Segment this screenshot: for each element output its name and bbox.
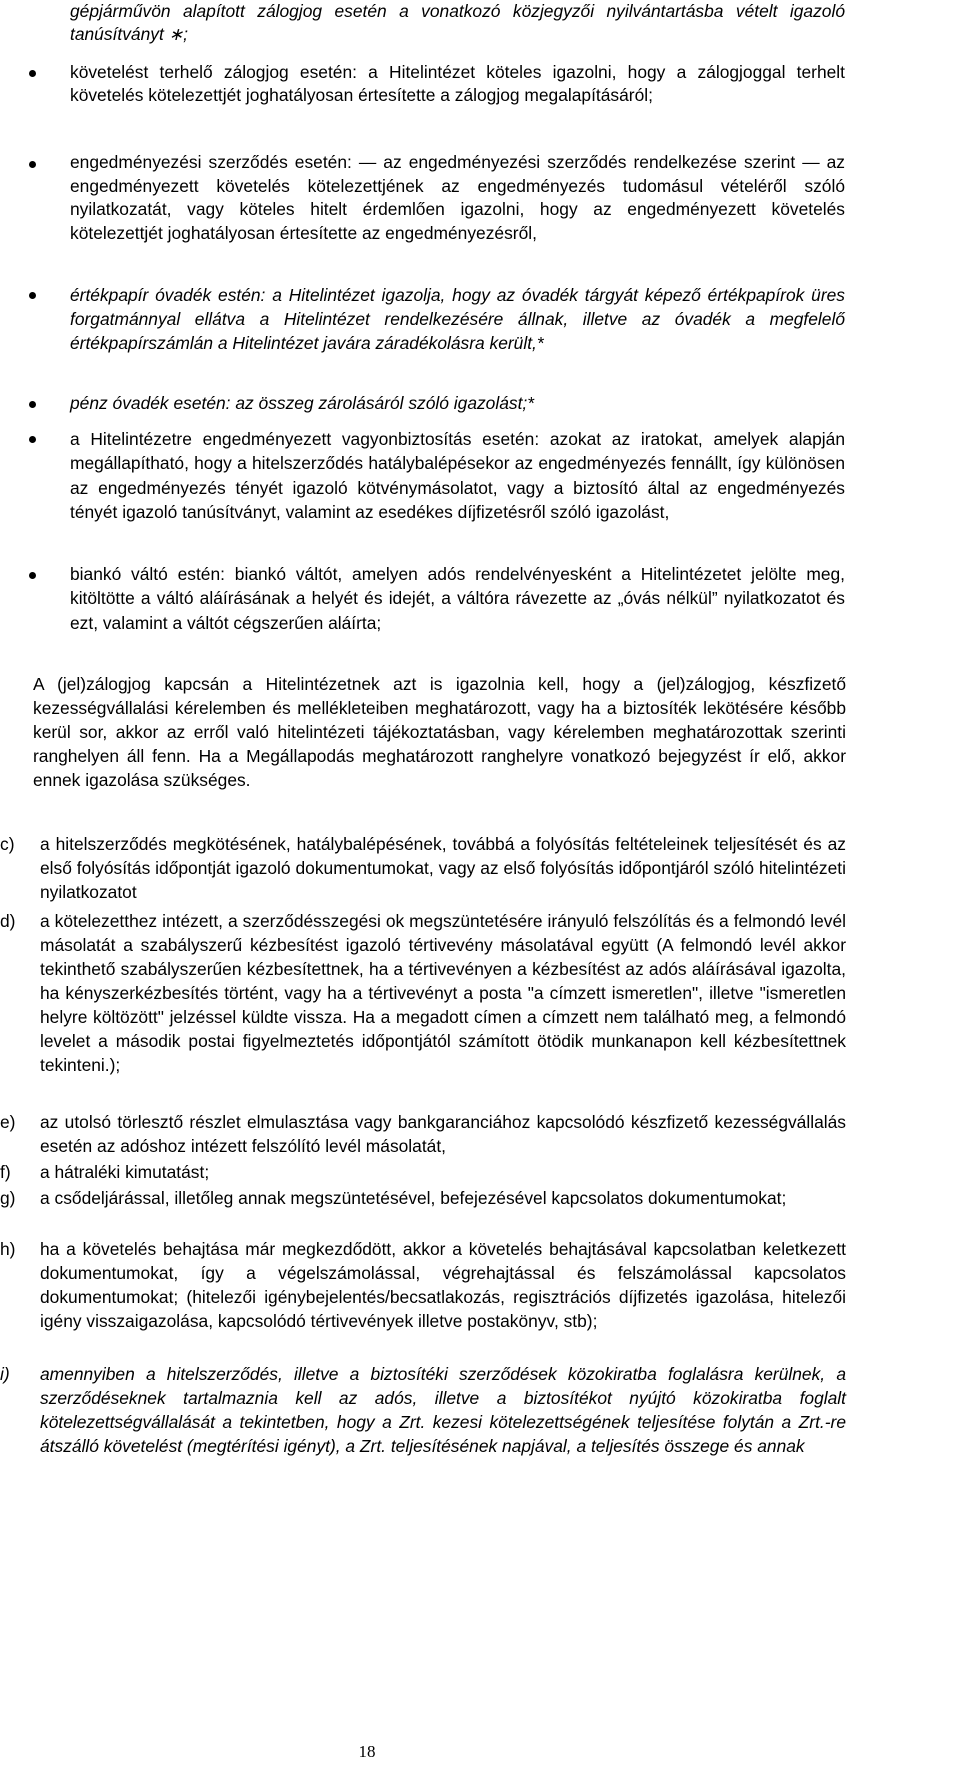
list-item-text: az utolsó törlesztő részlet elmulasztása vagy bankgaranciához kapcsolódó készfizető kezességvállalás esetén az adóshoz intézett felszólító levél másolatát, [40, 1112, 846, 1156]
list-item-text: a hátraléki kimutatást; [40, 1162, 210, 1182]
bullet-icon [26, 158, 38, 170]
list-item-text: a hitelszerződés megkötésének, hatálybalépésének, továbbá a folyósítás feltételeinek teljesítését és az első folyósítás időpontját igazoló dokumentumokat, vagy az első folyósítás időpontjáról szóló hitelintézeti nyilatkozatot [40, 834, 846, 902]
bullet-icon [26, 67, 38, 79]
list-item-text: a csődeljárással, illetőleg annak megszüntetésével, befejezésével kapcsolatos dokumentumokat; [40, 1188, 787, 1208]
list-item-text: a kötelezetthez intézett, a szerződésszegési ok megszüntetésére irányuló felszólítás és a felmondó levél másolatát a szabályszerű kézbesítést igazoló tértivevény másolatával együtt (A felmondó levél akkor tekinthető szabályszerűen kézbesítettnek, ha a tértivevényen a kézbesítést az adós aláírásával igazolta, ha kényszerkézbesítés történt, vagy ha a tértivevényt a posta "a címzett ismeretlen", illetve "ismeretlen helyre költözött" jelzéssel küldte vissza. Ha a megadott címen a címzett nem található meg, a felmondó levelet a második postai figyelmeztetés időpontjától számított ötödik munkanapon kell kézbesítettnek tekinteni.); [40, 911, 846, 1075]
bullet-item-receivable-pledge [70, 61, 845, 107]
list-item-text: amennyiben a hitelszerződés, illetve a biztosítéki szerződések közokiratba foglalásra kerülnek, a szerződéseknek tartalmaznia kell az adós, illetve a biztosítékot nyújtó közokiratba foglalt kötelezettségvállalását a tekintetben, hogy a Zrt. kezesi kötelezettségének teljesítése folytán a Zrt.-re átszálló követelést (megtérítési igényt), a Zrt. teljesítésének napjával, a teljesítés összege és annak [40, 1364, 846, 1456]
list-item-text: ha a követelés behajtása már megkezdődött, akkor a követelés behajtásával kapcsolatban keletkezett dokumentumokat, így a végelszámolással, végrehajtással és felszámolással kapcsolatos dokumentumokat; (hitelezői igénybejelentés/becsatlakozás, regisztrációs díjfizetés igazolása, hitelezői igény visszaigazolása, kapcsolódó tértivevények illetve postakönyv, stb); [40, 1239, 846, 1331]
bullet-text: engedményezési szerződés esetén: — az engedményezési szerződés rendelkezése szerint — az engedményezett követelés kötelezettjének az engedményezés tudomásul vételéről szóló nyilatkozatát, vagy köteles hitelt érdemlően igazolni, hogy az engedményezett követelés kötelezettjét joghatályosan értesítette az engedményezésről, [70, 152, 845, 243]
list-item-label: d) [0, 911, 16, 931]
list-item-label: c) [0, 834, 15, 854]
list-item-label: h) [0, 1239, 16, 1259]
bullet-item-blank-bill [70, 562, 845, 635]
bullet-item-assignment [70, 151, 845, 245]
bullet-icon [26, 398, 38, 410]
list-item-f [0, 1160, 846, 1184]
list-item-label: i) [0, 1364, 10, 1384]
bullet-text: értékpapír óvadék estén: a Hitelintézet igazolja, hogy az óvadék tárgyát képező értékpapírok üres forgatmánnyal ellátva a Hitelintézet rendelkezésére állnak, illetve az óvadék a megfelelő értékpapírszámlán a Hitelintézet javára záradékolásra került,* [70, 285, 845, 353]
bullet-text: biankó váltó estén: biankó váltót, amelyen adós rendelvényesként a Hitelintézetet jelölte meg, kitöltötte a váltó aláírásának a helyét és idejét, a váltóra rávezette az „óvás nélkül” nyilatkozatot és ezt, valamint a váltót cégszerűen aláírta; [70, 564, 845, 633]
bullet-item-vehicle-pledge [70, 0, 845, 46]
list-item-g [0, 1186, 846, 1210]
bullet-item-cash-collateral [70, 392, 845, 415]
bullet-text: követelést terhelő zálogjog esetén: a Hitelintézet köteles igazolni, hogy a zálogjoggal terhelt követelés kötelezettjét joghatályosan értesítette a zálogjog megalapításáról; [70, 62, 845, 105]
paragraph-text: A (jel)zálogjog kapcsán a Hitelintézetnek azt is igazolnia kell, hogy a (jel)zálogjog, készfizető kezességvállalási kérelemben és mellékleteiben meghatározott, vagy ha a biztosíték lekötésére később kerül sor, akkor az erről való hitelintézeti tájékoztatásban, vagy kérelemben meghatározottak szerinti ranghelyen áll fenn. Ha a Megállapodás meghatározott ranghelyre vonatkozó bejegyzést ír elő, akkor ennek igazolása szükséges. [33, 674, 846, 790]
bullet-text: pénz óvadék esetén: az összeg zárolásáról szóló igazolást;* [70, 393, 535, 413]
bullet-text: gépjárművön alapított zálogjog esetén a vonatkozó közjegyzői nyilvántartásba vételt igazoló tanúsítványt ∗; [70, 1, 845, 44]
list-item-label: e) [0, 1112, 16, 1132]
list-item-label: f) [0, 1162, 11, 1182]
bullet-icon [26, 569, 38, 581]
page-number: 18 [358, 1742, 376, 1761]
list-item-label: g) [0, 1188, 16, 1208]
lien-rank-paragraph [33, 672, 846, 792]
list-item-h [0, 1237, 846, 1333]
list-item-c [0, 832, 846, 904]
bullet-item-securities-collateral [70, 283, 845, 355]
bullet-item-property-insurance [70, 427, 845, 524]
list-item-e [0, 1110, 846, 1158]
bullet-icon [26, 433, 38, 445]
list-item-d [0, 909, 846, 1077]
list-item-i [0, 1362, 846, 1458]
bullet-icon [26, 289, 38, 301]
bullet-text: a Hitelintézetre engedményezett vagyonbiztosítás esetén: azokat az iratokat, amelyek alapján megállapítható, hogy a hitelszerződés hatálybalépésekor az engedményezés fennállt, így különösen az engedményezés tényét igazoló kötvénymásolatot, vagy a biztosító által az engedményezés tényét igazoló tanúsítványt, valamint az esedékes díjfizetésről szóló igazolást, [70, 429, 845, 522]
